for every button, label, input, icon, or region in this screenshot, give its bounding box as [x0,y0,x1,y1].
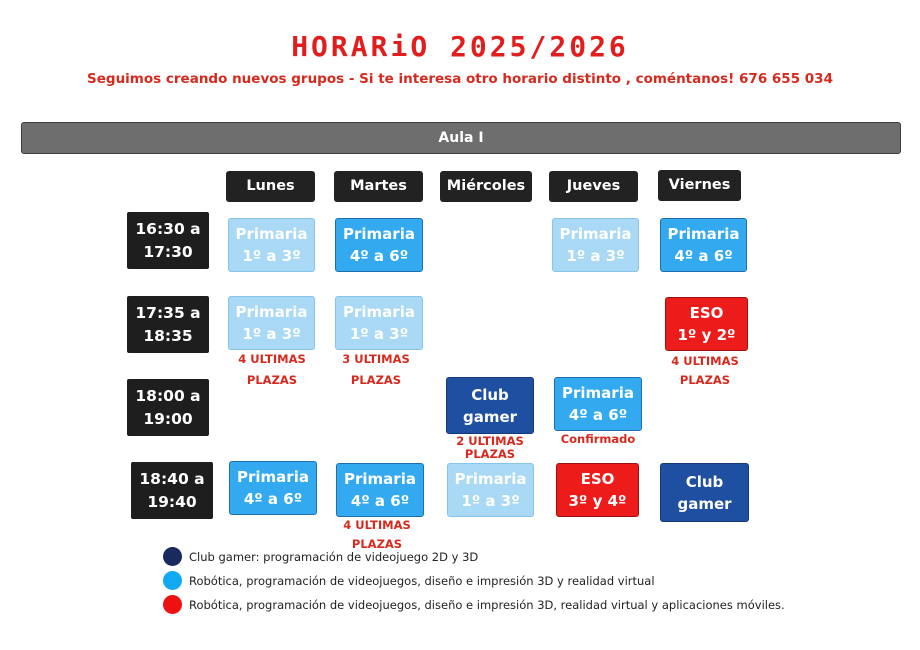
class-level: Primaria [343,303,415,321]
time-slot-2 [127,296,209,353]
time-slot-start: 18:40 a [139,469,205,488]
class-block-jueves-1630 [552,218,639,272]
class-level: Club [685,472,724,491]
class-grades: 1º a 3º [461,492,520,510]
class-level: Primaria [343,225,415,243]
class-grades: 4º a 6º [674,247,733,265]
class-level: Primaria [235,225,308,243]
time-slot-4 [131,462,213,519]
availability-text: Confirmado [560,432,636,446]
time-slot-end: 19:00 [143,409,193,428]
class-block-martes-1735 [335,296,423,350]
class-grades: 4º a 6º [568,406,628,424]
availability-note [327,518,427,552]
class-block-miercoles-1800 [446,377,534,434]
availability-text: PLAZAS [464,447,516,461]
class-level: Primaria [562,384,634,402]
time-slot-start: 16:30 a [135,219,201,238]
class-grades: gamer [462,407,518,426]
class-level: Primaria [667,225,740,243]
availability-text: PLAZAS [351,537,403,551]
time-slot-end: 17:30 [143,242,193,261]
class-level: ESO [580,470,615,488]
subtitle: Seguimos creando nuevos grupos - Si te interesa otro horario distinto , coméntanos! 676 655 034 [87,71,833,87]
class-grades: 1º a 3º [242,247,301,265]
availability-note [222,352,322,388]
class-grades: 4º a 6º [349,247,409,265]
class-level: Primaria [559,225,632,243]
time-slot-1 [127,212,209,269]
time-slot-end: 19:40 [147,492,197,511]
class-block-viernes-1630 [660,218,747,272]
availability-note [655,354,755,388]
availability-note [326,352,426,388]
class-grades: 1º a 3º [349,325,409,343]
time-slot-3 [127,379,209,436]
availability-text: PLAZAS [246,373,298,387]
legend-dot-blue [163,571,182,590]
class-block-lunes-1840 [229,461,317,515]
availability-text: 4 ULTIMAS [671,354,739,368]
legend-label: Robótica, programación de videojuegos, diseño e impresión 3D, realidad virtual y aplicaciones móviles. [189,598,785,612]
class-grades: 3º y 4º [568,492,627,510]
class-level: ESO [689,304,724,322]
availability-text: PLAZAS [679,373,731,387]
class-block-viernes-1840 [660,463,749,522]
class-block-jueves-1800 [554,377,642,431]
time-slot-start: 18:00 a [135,386,201,405]
legend-dot-red [163,595,182,614]
class-block-viernes-1735 [665,297,748,351]
time-slot-end: 18:35 [143,326,193,345]
confirmed-note [548,432,648,447]
availability-text: 4 ULTIMAS [343,518,411,532]
legend-dot-navy [163,547,182,566]
availability-text: PLAZAS [350,373,402,387]
class-grades: 1º y 2º [677,326,736,344]
class-grades: 4º a 6º [243,490,303,508]
legend-label: Club gamer: programación de videojuego 2D y 3D [189,550,479,564]
class-block-miercoles-1840 [447,463,534,517]
class-grades: 1º a 3º [566,247,625,265]
availability-text: 3 ULTIMAS [342,352,410,366]
class-block-martes-1630 [335,218,423,272]
class-level: Primaria [235,303,308,321]
time-slot-start: 17:35 a [135,303,201,322]
day-viernes: Viernes [658,170,741,201]
day-jueves: Jueves [549,171,638,202]
class-level: Primaria [454,470,527,488]
class-block-lunes-1735 [228,296,315,350]
day-lunes: Lunes [226,171,315,202]
legend-label: Robótica, programación de videojuegos, diseño e impresión 3D y realidad virtual [189,574,655,588]
class-grades: 4º a 6º [350,492,410,510]
class-block-martes-1840 [336,463,424,517]
page-title: HORARiO 2025/2026 [291,30,629,63]
class-level: Club [471,385,509,404]
class-grades: gamer [677,494,732,513]
class-block-lunes-1630 [228,218,315,272]
class-level: Primaria [344,470,416,488]
availability-text: 4 ULTIMAS [238,352,306,366]
class-grades: 1º a 3º [242,325,301,343]
day-miercoles: Miércoles [440,171,532,202]
aula-header: Aula I [21,122,901,154]
day-martes: Martes [334,171,423,202]
availability-note [440,435,540,461]
availability-text: 2 ULTIMAS [456,434,524,448]
class-level: Primaria [237,468,309,486]
class-block-jueves-1840 [556,463,639,517]
